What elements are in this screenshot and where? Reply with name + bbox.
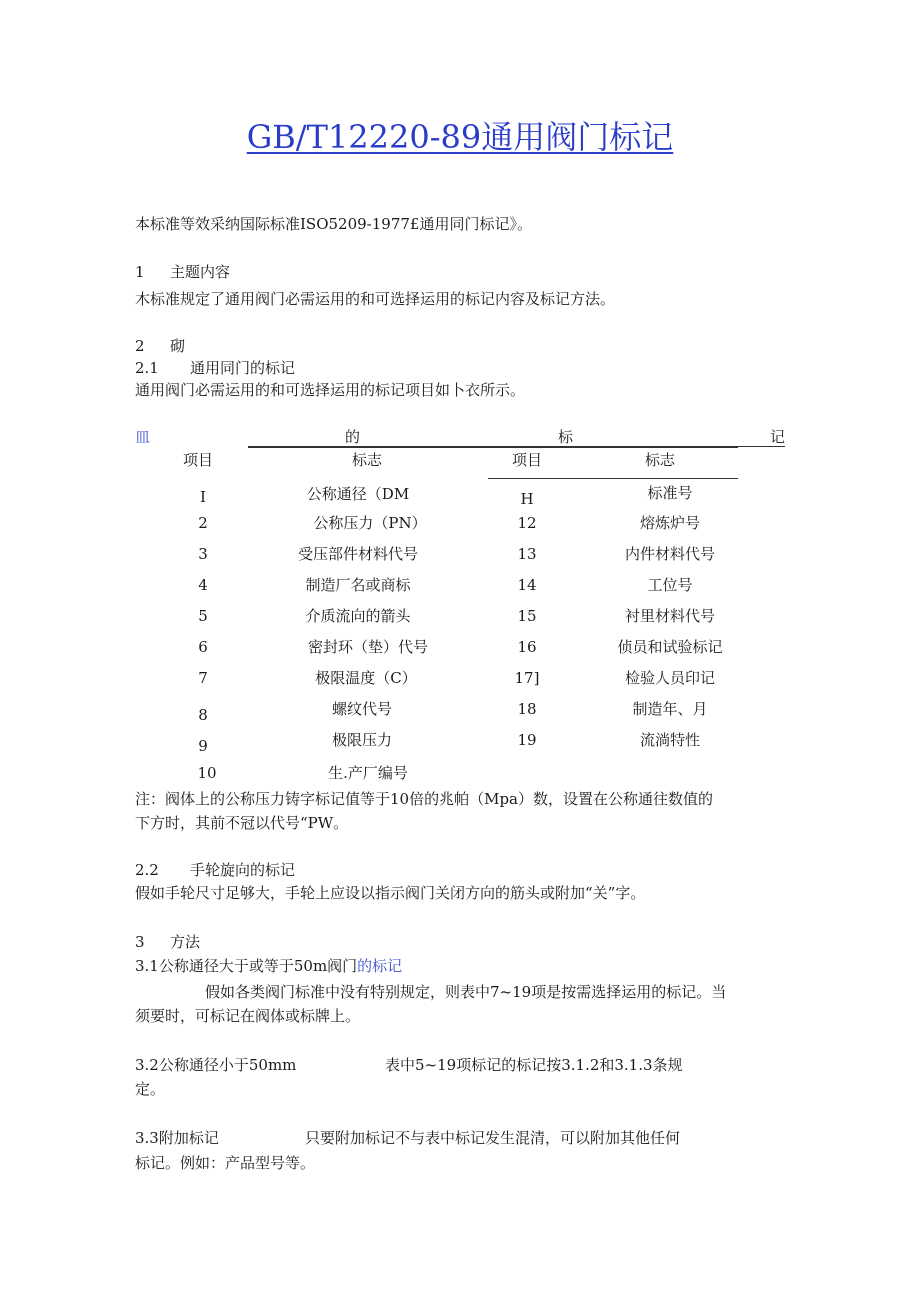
table-row-left-name: 公称通径（DM xyxy=(306,485,410,503)
table-header-top-rule xyxy=(248,447,738,448)
table-row-right-name: 侦员和试验标记 xyxy=(617,638,723,656)
table-row-right-no: 12 xyxy=(517,514,537,532)
section-1-heading: 主题内容 xyxy=(170,263,231,281)
section-3-3-body: 只要附加标记不与表中标记发生混清，可以附加其他任何 xyxy=(305,1129,681,1147)
table-row-left-name: 密封环（垫）代号 xyxy=(307,638,428,656)
table-header-mark-right: 标志 xyxy=(645,451,676,469)
table-row-right-no: H xyxy=(520,490,534,508)
document-title: GB/T12220-89通用阀门标记 xyxy=(246,118,674,156)
table-row-right-name: 流淌特性 xyxy=(639,731,700,749)
section-2-heading: 砌 xyxy=(170,337,186,355)
table-row-left-no: 9 xyxy=(198,737,208,755)
table-row-left-name: 介质流向的箭头 xyxy=(305,607,411,625)
section-2-1-body: 通用阀门必需运用的和可选择运用的标记项目如卜衣所示。 xyxy=(135,381,526,399)
table-caption-char-3: 记 xyxy=(770,428,786,446)
section-3-3-body-cont: 标记。例如：产品型号等。 xyxy=(135,1154,316,1172)
section-3-number: 3 xyxy=(135,933,145,951)
table-header-mark-left: 标志 xyxy=(352,451,383,469)
table-row-left-no: 10 xyxy=(197,764,217,782)
table-row-left-name: 受压部件材料代号 xyxy=(297,545,418,563)
table-row-right-name: 衬里材料代号 xyxy=(624,607,715,625)
table-row-left-name: 极限温度（C） xyxy=(315,669,417,687)
section-3-2-heading: 3.2公称通径小于50mm xyxy=(135,1056,297,1074)
table-row-right-no: 18 xyxy=(517,700,537,718)
table-row-left-no: 4 xyxy=(198,576,208,594)
section-2-2-heading: 手轮旋向的标记 xyxy=(190,861,296,879)
table-header-item-left: 项目 xyxy=(183,451,214,469)
table-header-bottom-rule xyxy=(488,478,738,479)
table-row-left-no: 8 xyxy=(198,706,208,724)
table-row-right-no: 15 xyxy=(517,607,537,625)
table-row-right-name: 检验人员印记 xyxy=(624,669,715,687)
table-row-left-name: 制造厂名或商标 xyxy=(305,576,411,594)
section-1-body: 木标准规定了通用阀门必需运用的和可选择运用的标记内容及标记方法。 xyxy=(135,290,616,308)
table-row-left-no: 7 xyxy=(198,669,208,687)
intro-text: 本标准等效采纳国际标准ISO5209-1977£通用同门标记》。 xyxy=(135,215,532,233)
table-row-right-name: 工位号 xyxy=(647,576,693,594)
table-caption-char-2: 标 xyxy=(558,428,574,446)
table-row-right-no: 19 xyxy=(517,731,537,749)
table-note-line-1: 注：阀体上的公称压力铸字标记值等于10倍的兆帕（Mpa）数，设置在公称通往数值的 xyxy=(135,790,713,808)
table-row-left-name: 极限压力 xyxy=(331,731,392,749)
table-row-left-name: 生.产厂编号 xyxy=(328,764,408,782)
table-caption-char-1: 的 xyxy=(345,428,361,446)
table-row-left-no: 2 xyxy=(198,514,208,532)
section-3-1-line-2: 须要时，可标记在阀体或标牌上。 xyxy=(135,1007,361,1025)
table-row-left-no: 5 xyxy=(198,607,208,625)
section-2-1-number: 2.1 xyxy=(135,359,159,377)
table-row-right-name: 内件材料代号 xyxy=(624,545,715,563)
section-2-2-number: 2.2 xyxy=(135,861,159,879)
table-row-right-no: 16 xyxy=(517,638,537,656)
table-row-left-name: 螺纹代号 xyxy=(331,700,392,718)
section-1-number: 1 xyxy=(135,263,145,281)
table-row-left-name: 公称压力（PN） xyxy=(313,514,427,532)
section-3-1-heading-tail: 的标记 xyxy=(357,957,403,975)
table-row-right-no: 13 xyxy=(517,545,537,563)
section-3-2-body-cont: 定。 xyxy=(135,1080,166,1098)
section-3-heading: 方法 xyxy=(170,933,201,951)
section-3-3-heading: 3.3附加标记 xyxy=(135,1129,219,1147)
table-caption-left: 皿 xyxy=(135,428,151,446)
section-3-1-line-1: 假如各类阀门标准中没有特别规定，则表中7~19项是按需选择运用的标记。当 xyxy=(205,983,727,1001)
table-row-right-no: 17] xyxy=(514,669,540,687)
table-row-left-no: 3 xyxy=(198,545,208,563)
table-row-right-name: 标准号 xyxy=(647,484,693,502)
section-2-1-heading: 通用同门的标记 xyxy=(190,359,296,377)
table-row-right-name: 制造年、月 xyxy=(632,700,708,718)
table-row-right-no: 14 xyxy=(517,576,537,594)
table-note-line-2: 下方时，其前不冠以代号“PW。 xyxy=(135,814,349,832)
table-row-right-name: 熔炼炉号 xyxy=(639,514,700,532)
table-row-left-no: I xyxy=(200,488,206,506)
section-3-1-heading-main: 3.1公称通径大于或等于50m阀门 xyxy=(135,957,358,975)
section-3-2-body: 表中5~19项标记的标记按3.1.2和3.1.3条规 xyxy=(385,1056,683,1074)
section-3-1-heading xyxy=(135,956,402,976)
table-header-item-right: 项目 xyxy=(512,451,543,469)
table-row-left-no: 6 xyxy=(198,638,208,656)
section-2-number: 2 xyxy=(135,337,145,355)
section-2-2-body: 假如手轮尺寸足够大，手轮上应设以指示阀门关闭方向的筋头或附加“关”字。 xyxy=(135,884,646,902)
